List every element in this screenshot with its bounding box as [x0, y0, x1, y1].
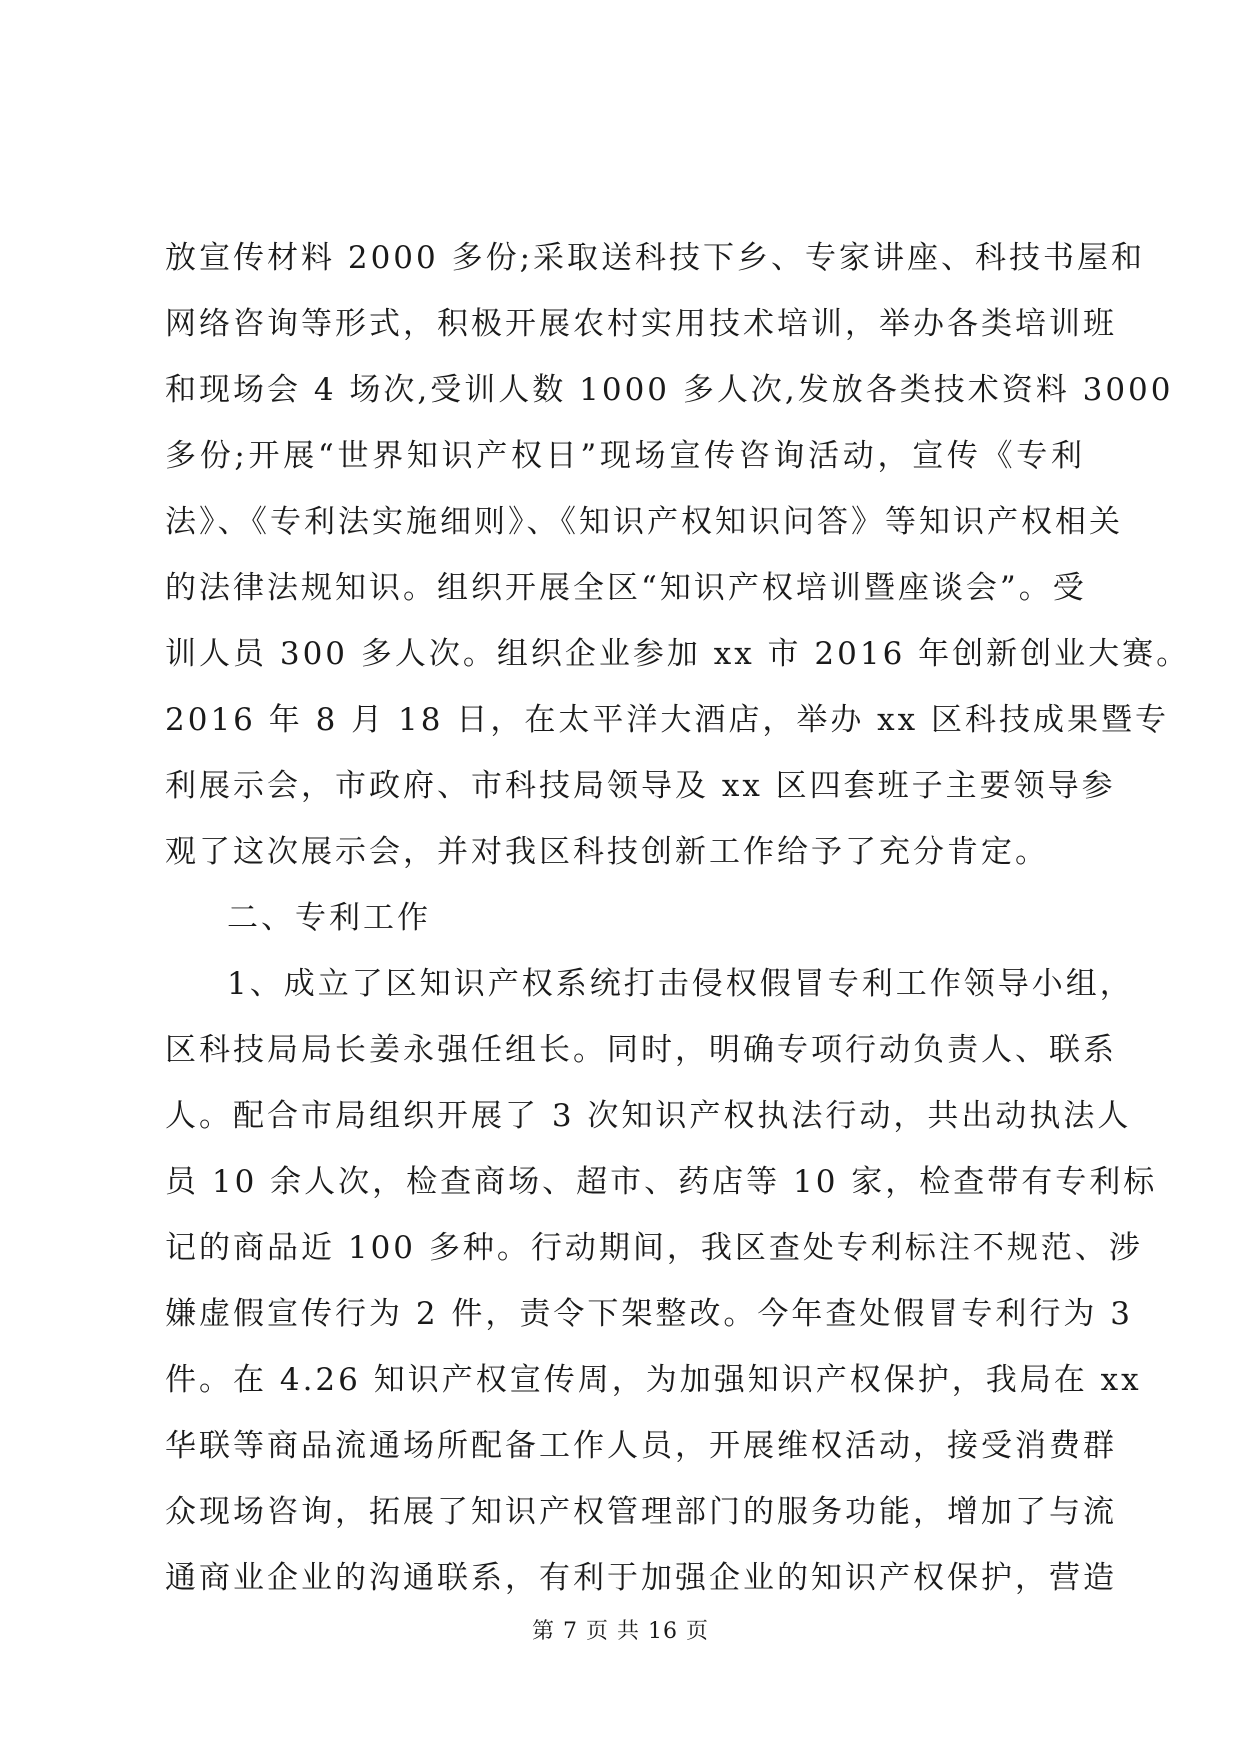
page-footer: [0, 1614, 1241, 1645]
text-line: 网络咨询等形式，积极开展农村实用技术培训，举办各类培训班: [165, 306, 1117, 342]
text-line: 区科技局局长姜永强任组长。同时，明确专项行动负责人、联系: [165, 1032, 1117, 1068]
text-line: 2016 年 8 月 18 日，在太平洋大酒店，举办 xx 区科技成果暨专: [165, 702, 1170, 738]
text-line: 的法律法规知识。组织开展全区“知识产权培训暨座谈会”。受: [165, 570, 1087, 606]
body-text: [165, 225, 1191, 1611]
text-line: 法》、《专利法实施细则》、《知识产权知识问答》等知识产权相关: [165, 504, 1123, 540]
text-line: 华联等商品流通场所配备工作人员，开展维权活动，接受消费群: [165, 1428, 1117, 1464]
text-line: 员 10 余人次，检查商场、超市、药店等 10 家，检查带有专利标: [165, 1164, 1158, 1200]
section-heading: 二、专利工作: [227, 900, 431, 936]
text-line: 训人员 300 多人次。组织企业参加 xx 市 2016 年创新创业大赛。: [165, 636, 1191, 672]
text-line: 和现场会 4 场次,受训人数 1000 多人次,发放各类技术资料 3000: [165, 372, 1174, 408]
page-number: 第 7 页 共 16 页: [532, 1619, 709, 1644]
text-line: 嫌虚假宣传行为 2 件，责令下架整改。今年查处假冒专利行为 3: [165, 1296, 1134, 1332]
text-line: 记的商品近 100 多种。行动期间，我区查处专利标注不规范、涉: [165, 1230, 1143, 1266]
text-line: 众现场咨询，拓展了知识产权管理部门的服务功能，增加了与流: [165, 1494, 1117, 1530]
text-line: 件。在 4.26 知识产权宣传周，为加强知识产权保护，我局在 xx: [165, 1362, 1142, 1398]
text-line: 人。配合市局组织开展了 3 次知识产权执法行动，共出动执法人: [165, 1098, 1132, 1134]
text-line: 多份;开展“世界知识产权日”现场宣传咨询活动，宣传《专利: [165, 438, 1085, 474]
text-line: 利展示会，市政府、市科技局领导及 xx 区四套班子主要领导参: [165, 768, 1116, 804]
text-line: 通商业企业的沟通联系，有利于加强企业的知识产权保护，营造: [165, 1560, 1117, 1596]
text-line: 观了这次展示会，并对我区科技创新工作给予了充分肯定。: [165, 834, 1049, 870]
text-line: 1、成立了区知识产权系统打击侵权假冒专利工作领导小组，: [227, 966, 1134, 1002]
text-line: 放宣传材料 2000 多份;采取送科技下乡、专家讲座、科技书屋和: [165, 240, 1146, 276]
